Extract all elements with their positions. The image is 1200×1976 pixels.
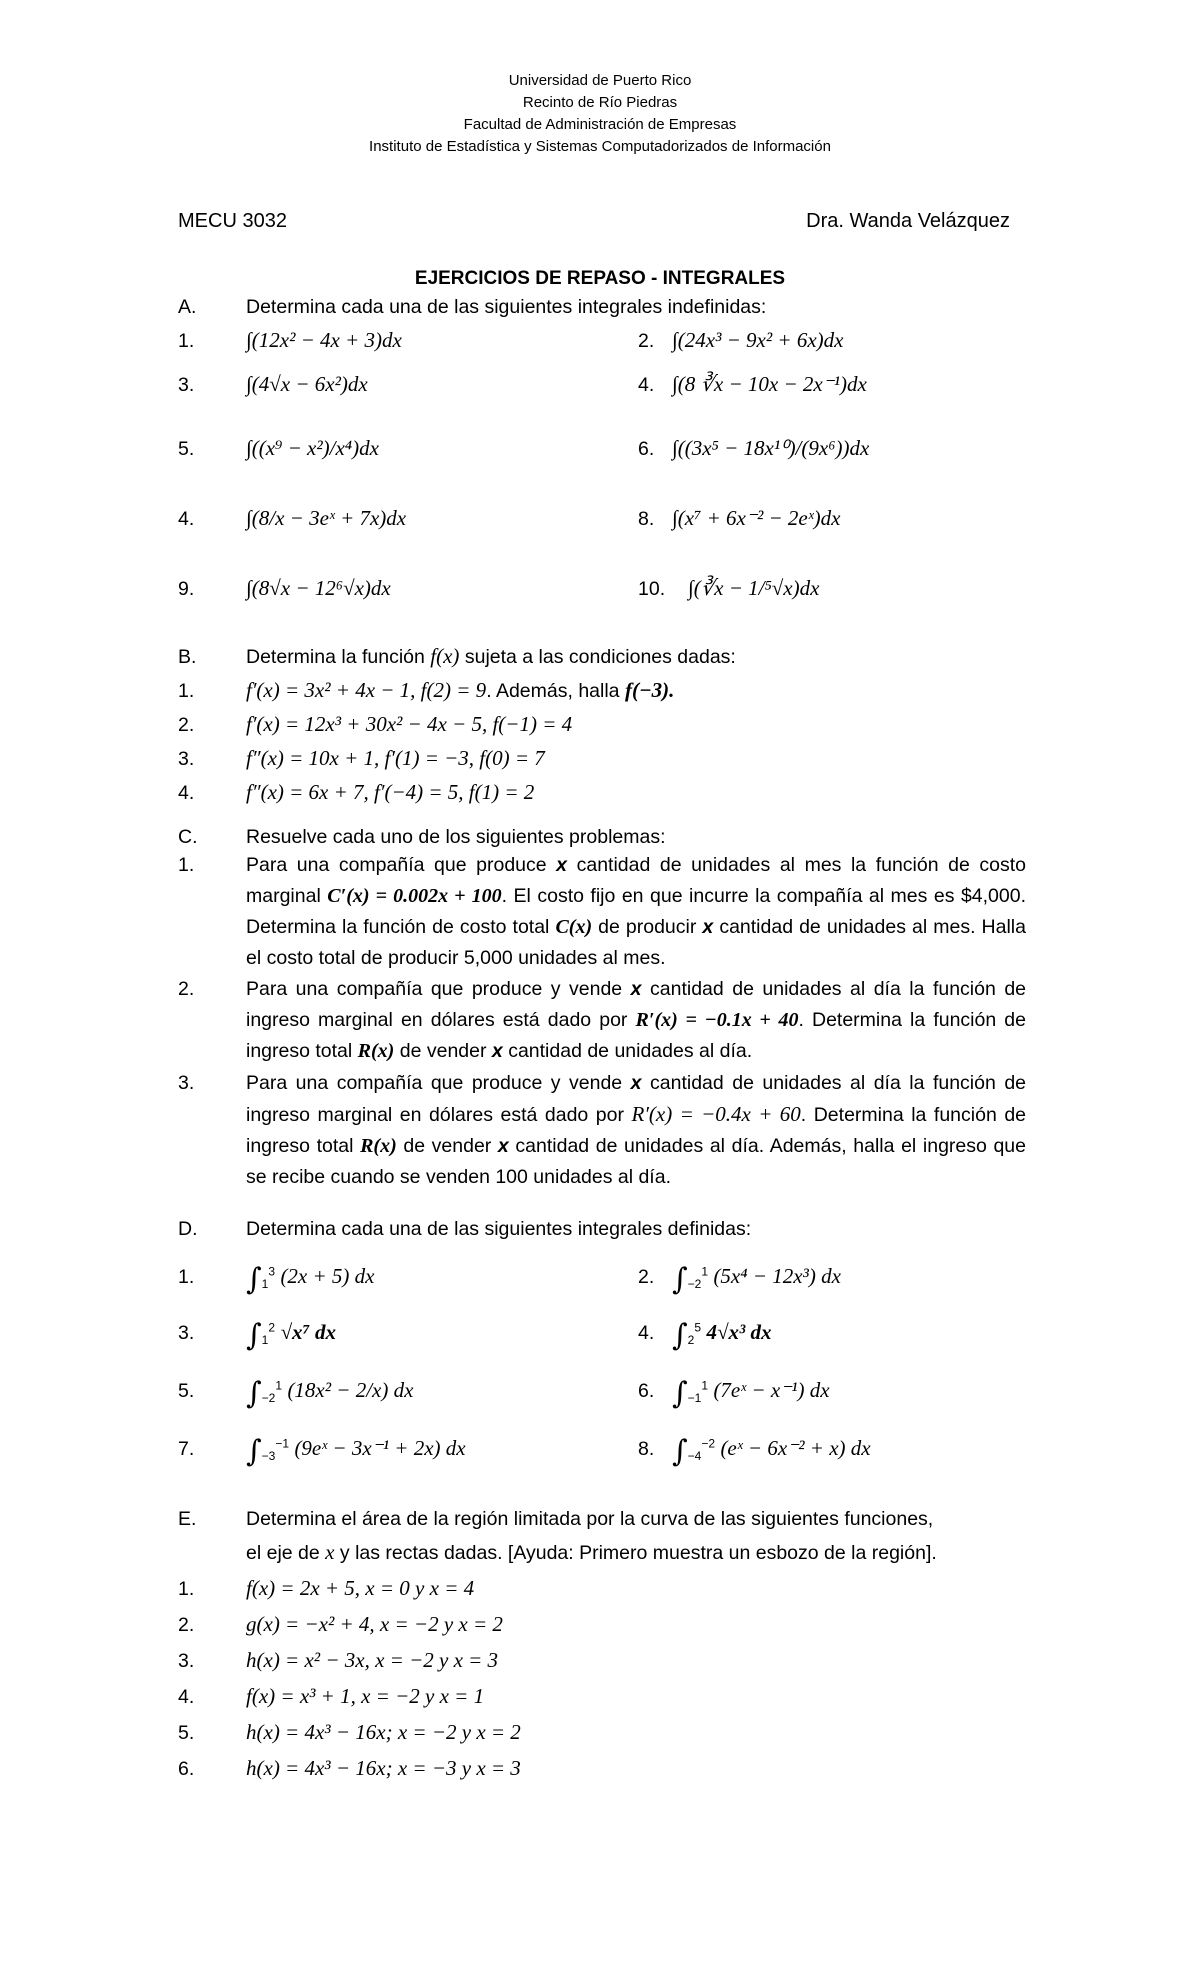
upper-limit: 5: [694, 1320, 702, 1335]
problem-text: de producir: [598, 916, 697, 938]
exercise-b-4: [178, 780, 534, 805]
problem-text: de vender: [403, 1135, 492, 1157]
item-number: 2.: [178, 714, 195, 736]
upper-limit: 1: [701, 1264, 709, 1279]
section-e-heading: [178, 1508, 933, 1531]
variable-x: x: [556, 854, 568, 876]
integrand: √x⁷ dx: [280, 1320, 337, 1344]
exercise-a-7: [178, 506, 406, 531]
integral-expression: ∫(∛x − 1/⁵√x)dx: [688, 576, 820, 600]
problem-text: Para una compañía que produce y vende: [246, 978, 623, 1000]
problem-text: cantidad de unidades al día.: [508, 1040, 753, 1062]
integral-sign: ∫: [246, 1318, 262, 1353]
extra-expression: f(−3).: [624, 678, 675, 702]
section-instruction: Determina cada una de las siguientes integrales definidas:: [246, 1218, 752, 1240]
item-number: 6.: [638, 1380, 655, 1402]
item-number: 2.: [638, 330, 655, 352]
item-number: 4.: [638, 374, 655, 396]
item-number: 1.: [178, 680, 195, 702]
item-number: 2.: [638, 1266, 655, 1288]
section-instruction-end: sujeta a las condiciones dadas:: [464, 646, 736, 668]
integral-sign: ∫: [672, 1318, 688, 1353]
upper-limit: 3: [268, 1264, 276, 1279]
item-number: 4.: [178, 1686, 195, 1708]
problem-text: Para una compañía que produce y vende: [246, 1072, 623, 1094]
region-expression: f(x) = x³ + 1, x = −2 y x = 1: [246, 1684, 485, 1708]
item-number: 3.: [178, 374, 195, 396]
region-expression: h(x) = x² − 3x, x = −2 y x = 3: [246, 1648, 499, 1672]
integral-expression: ∫(24x³ − 9x² + 6x)dx: [672, 328, 844, 352]
integral-sign: ∫: [672, 1376, 688, 1411]
section-e-heading-line2: [178, 1540, 937, 1565]
item-number: 3.: [178, 748, 195, 770]
integrand: (18x² − 2/x) dx: [287, 1378, 414, 1402]
exercise-e-5: [178, 1720, 521, 1745]
problem-text: Para una compañía que produce: [246, 854, 547, 876]
problem-text: cantidad de unidades al mes la función de costo marginal: [246, 854, 1026, 907]
exercise-a-4: [638, 372, 867, 397]
problem-text: . Determina la función de ingreso total: [246, 1104, 1027, 1157]
item-number: 6.: [638, 438, 655, 460]
problem-c-2: [246, 974, 1026, 1067]
header-line-2: Recinto de Río Piedras: [522, 94, 678, 111]
exercise-a-2: [638, 328, 843, 353]
item-number: 3.: [178, 1322, 195, 1344]
university-header: [0, 70, 1200, 158]
exercise-d-7: [178, 1434, 466, 1469]
integral-expression: ∫(8 ∛x − 10x − 2x⁻¹)dx: [672, 372, 867, 396]
problem-text: cantidad de unidades al mes. Halla el costo total de producir 5,000 unidades al mes.: [246, 916, 1026, 969]
problem-c-3: [246, 1068, 1026, 1193]
exercise-d-2: [638, 1262, 841, 1297]
exercise-d-8: [638, 1434, 871, 1469]
exercise-e-3: [178, 1648, 498, 1673]
section-label: D.: [178, 1218, 198, 1240]
total-revenue-symbol: R(x): [357, 1040, 395, 1062]
section-instruction: Determina el área de la región limitada por la curva de las siguientes funciones,: [246, 1508, 934, 1530]
item-number: 2.: [178, 1614, 195, 1636]
upper-limit: −1: [275, 1436, 290, 1451]
integrand: 4√x³ dx: [706, 1320, 772, 1344]
header-line-3: Facultad de Administración de Empresas: [463, 116, 737, 133]
professor-name: Dra. Wanda Velázquez: [806, 210, 1010, 232]
exercise-d-5: [178, 1376, 413, 1411]
section-instruction: el eje de: [246, 1542, 320, 1564]
region-expression: f(x) = 2x + 5, x = 0 y x = 4: [246, 1576, 475, 1600]
marginal-cost-expression: C′(x) = 0.002x + 100: [327, 885, 502, 907]
section-instruction: Determina la función: [246, 646, 425, 668]
lower-limit: −1: [687, 1390, 702, 1405]
course-code: MECU 3032: [178, 210, 287, 232]
condition-expression: f′(x) = 12x³ + 30x² − 4x − 5, f(−1) = 4: [246, 712, 573, 736]
problem-c-1: [246, 850, 1026, 974]
integral-sign: ∫: [246, 1262, 262, 1297]
item-number: 5.: [178, 1722, 195, 1744]
lower-limit: 2: [687, 1332, 695, 1347]
page-title: EJERCICIOS DE REPASO - INTEGRALES: [414, 268, 786, 289]
exercise-a-6: [638, 436, 869, 461]
section-label: C.: [178, 826, 198, 848]
exercise-b-1: [178, 678, 674, 703]
problem-number: 3.: [178, 1072, 195, 1094]
integral-expression: ∫(8/x − 3eˣ + 7x)dx: [246, 506, 407, 530]
section-b-heading: [178, 644, 736, 669]
problem-number: 1.: [178, 854, 195, 876]
problem-text: de vender: [399, 1040, 487, 1062]
marginal-revenue-expression: R′(x) = −0.4x + 60: [631, 1102, 801, 1126]
integral-expression: ∫((x⁹ − x²)/x⁴)dx: [246, 436, 379, 460]
section-label: E.: [178, 1508, 197, 1530]
variable-x: x: [497, 1135, 509, 1157]
condition-expression: f″(x) = 10x + 1, f′(1) = −3, f(0) = 7: [246, 746, 545, 770]
item-number: 8.: [638, 1438, 655, 1460]
lower-limit: −4: [687, 1448, 702, 1463]
region-expression: h(x) = 4x³ − 16x; x = −2 y x = 2: [246, 1720, 521, 1744]
section-label: A.: [178, 296, 197, 318]
variable-x: x: [630, 978, 642, 1000]
extra-text: . Además, halla: [486, 680, 620, 702]
total-revenue-symbol: R(x): [360, 1135, 397, 1157]
problem-text: . Determina la función de ingreso total: [246, 1009, 1026, 1062]
integral-sign: ∫: [672, 1434, 688, 1469]
problem-number: 2.: [178, 978, 195, 1000]
item-number: 5.: [178, 1380, 195, 1402]
item-number: 5.: [178, 438, 195, 460]
item-number: 4.: [638, 1322, 655, 1344]
variable-x: x: [491, 1040, 503, 1062]
exercise-a-8: [638, 506, 840, 531]
exercise-b-2: [178, 712, 572, 737]
exercise-b-3: [178, 746, 545, 771]
exercise-e-6: [178, 1756, 521, 1781]
exercise-a-9: [178, 576, 391, 601]
item-number: 6.: [178, 1758, 195, 1780]
integrand: (5x⁴ − 12x³) dx: [713, 1264, 841, 1288]
exercise-e-4: [178, 1684, 484, 1709]
item-number: 8.: [638, 508, 655, 530]
header-line-4: Instituto de Estadística y Sistemas Computadorizados de Información: [369, 138, 831, 155]
item-number: 9.: [178, 578, 195, 600]
integral-expression: ∫(8√x − 12⁶√x)dx: [246, 576, 391, 600]
exercise-a-5: [178, 436, 379, 461]
exercise-d-4: [638, 1318, 772, 1353]
marginal-revenue-expression: R′(x) = −0.1x + 40: [635, 1009, 799, 1031]
region-expression: g(x) = −x² + 4, x = −2 y x = 2: [246, 1612, 503, 1636]
exercise-d-1: [178, 1262, 375, 1297]
integral-sign: ∫: [246, 1376, 262, 1411]
lower-limit: 1: [261, 1332, 269, 1347]
problem-text: cantidad de unidades al día. Además, halla el ingreso que se recibe cuando se venden 100 unidades al día.: [246, 1135, 1026, 1188]
condition-expression: f″(x) = 6x + 7, f′(−4) = 5, f(1) = 2: [246, 780, 535, 804]
upper-limit: −2: [701, 1436, 716, 1451]
function-symbol: f(x): [430, 644, 460, 668]
header-line-1: Universidad de Puerto Rico: [508, 72, 692, 89]
section-c-heading: [178, 826, 666, 849]
item-number: 1.: [178, 1578, 195, 1600]
lower-limit: 1: [261, 1276, 269, 1291]
exercise-d-6: [638, 1376, 830, 1411]
section-instruction-end: y las rectas dadas. [Ayuda: Primero muestra un esbozo de la región].: [339, 1542, 937, 1564]
problem-text: cantidad de unidades al día la función de ingreso marginal en dólares está dado por: [246, 1072, 1027, 1126]
item-number: 10.: [638, 578, 666, 600]
exercise-e-2: [178, 1612, 503, 1637]
item-number: 1.: [178, 1266, 195, 1288]
integrand: (9eˣ − 3x⁻¹ + 2x) dx: [294, 1436, 466, 1460]
integrand: (eˣ − 6x⁻² + x) dx: [720, 1436, 871, 1460]
integrand: (7eˣ − x⁻¹) dx: [713, 1378, 830, 1402]
problem-text: . El costo fijo en que incurre la compañía al mes es $4,000. Determina la función de costo total: [246, 885, 1027, 938]
section-instruction: Resuelve cada uno de los siguientes problemas:: [246, 826, 666, 848]
integral-sign: ∫: [246, 1434, 262, 1469]
upper-limit: 1: [275, 1378, 283, 1393]
variable-x: x: [702, 916, 714, 938]
exercise-e-1: [178, 1576, 474, 1601]
exercise-a-3: [178, 372, 368, 397]
upper-limit: 1: [701, 1378, 709, 1393]
item-number: 7.: [178, 1438, 195, 1460]
item-number: 1.: [178, 330, 195, 352]
integral-expression: ∫((3x⁵ − 18x¹⁰)/(9x⁶))dx: [672, 436, 870, 460]
integrand: (2x + 5) dx: [280, 1264, 375, 1288]
item-number: 4.: [178, 782, 195, 804]
upper-limit: 2: [268, 1320, 276, 1335]
section-instruction: Determina cada una de las siguientes integrales indefinidas:: [246, 296, 767, 318]
item-number: 4.: [178, 508, 195, 530]
exercise-a-1: [178, 328, 402, 353]
integral-expression: ∫(x⁷ + 6x⁻² − 2eˣ)dx: [672, 506, 841, 530]
integral-sign: ∫: [672, 1262, 688, 1297]
total-cost-symbol: C(x): [555, 916, 593, 938]
variable-x: x: [325, 1540, 335, 1564]
problem-text: cantidad de unidades al día la función de ingreso marginal en dólares está dado por: [246, 978, 1027, 1031]
integral-expression: ∫(12x² − 4x + 3)dx: [246, 328, 402, 352]
lower-limit: −2: [687, 1276, 702, 1291]
item-number: 3.: [178, 1650, 195, 1672]
exercise-a-10: [638, 576, 819, 601]
section-label: B.: [178, 646, 197, 668]
integral-expression: ∫(4√x − 6x²)dx: [246, 372, 368, 396]
condition-expression: f′(x) = 3x² + 4x − 1, f(2) = 9: [246, 678, 487, 702]
region-expression: h(x) = 4x³ − 16x; x = −3 y x = 3: [246, 1756, 521, 1780]
variable-x: x: [630, 1072, 642, 1094]
section-a-heading: [178, 296, 766, 319]
lower-limit: −3: [261, 1448, 276, 1463]
lower-limit: −2: [261, 1390, 276, 1405]
section-d-heading: [178, 1218, 751, 1241]
exercise-d-3: [178, 1318, 336, 1353]
